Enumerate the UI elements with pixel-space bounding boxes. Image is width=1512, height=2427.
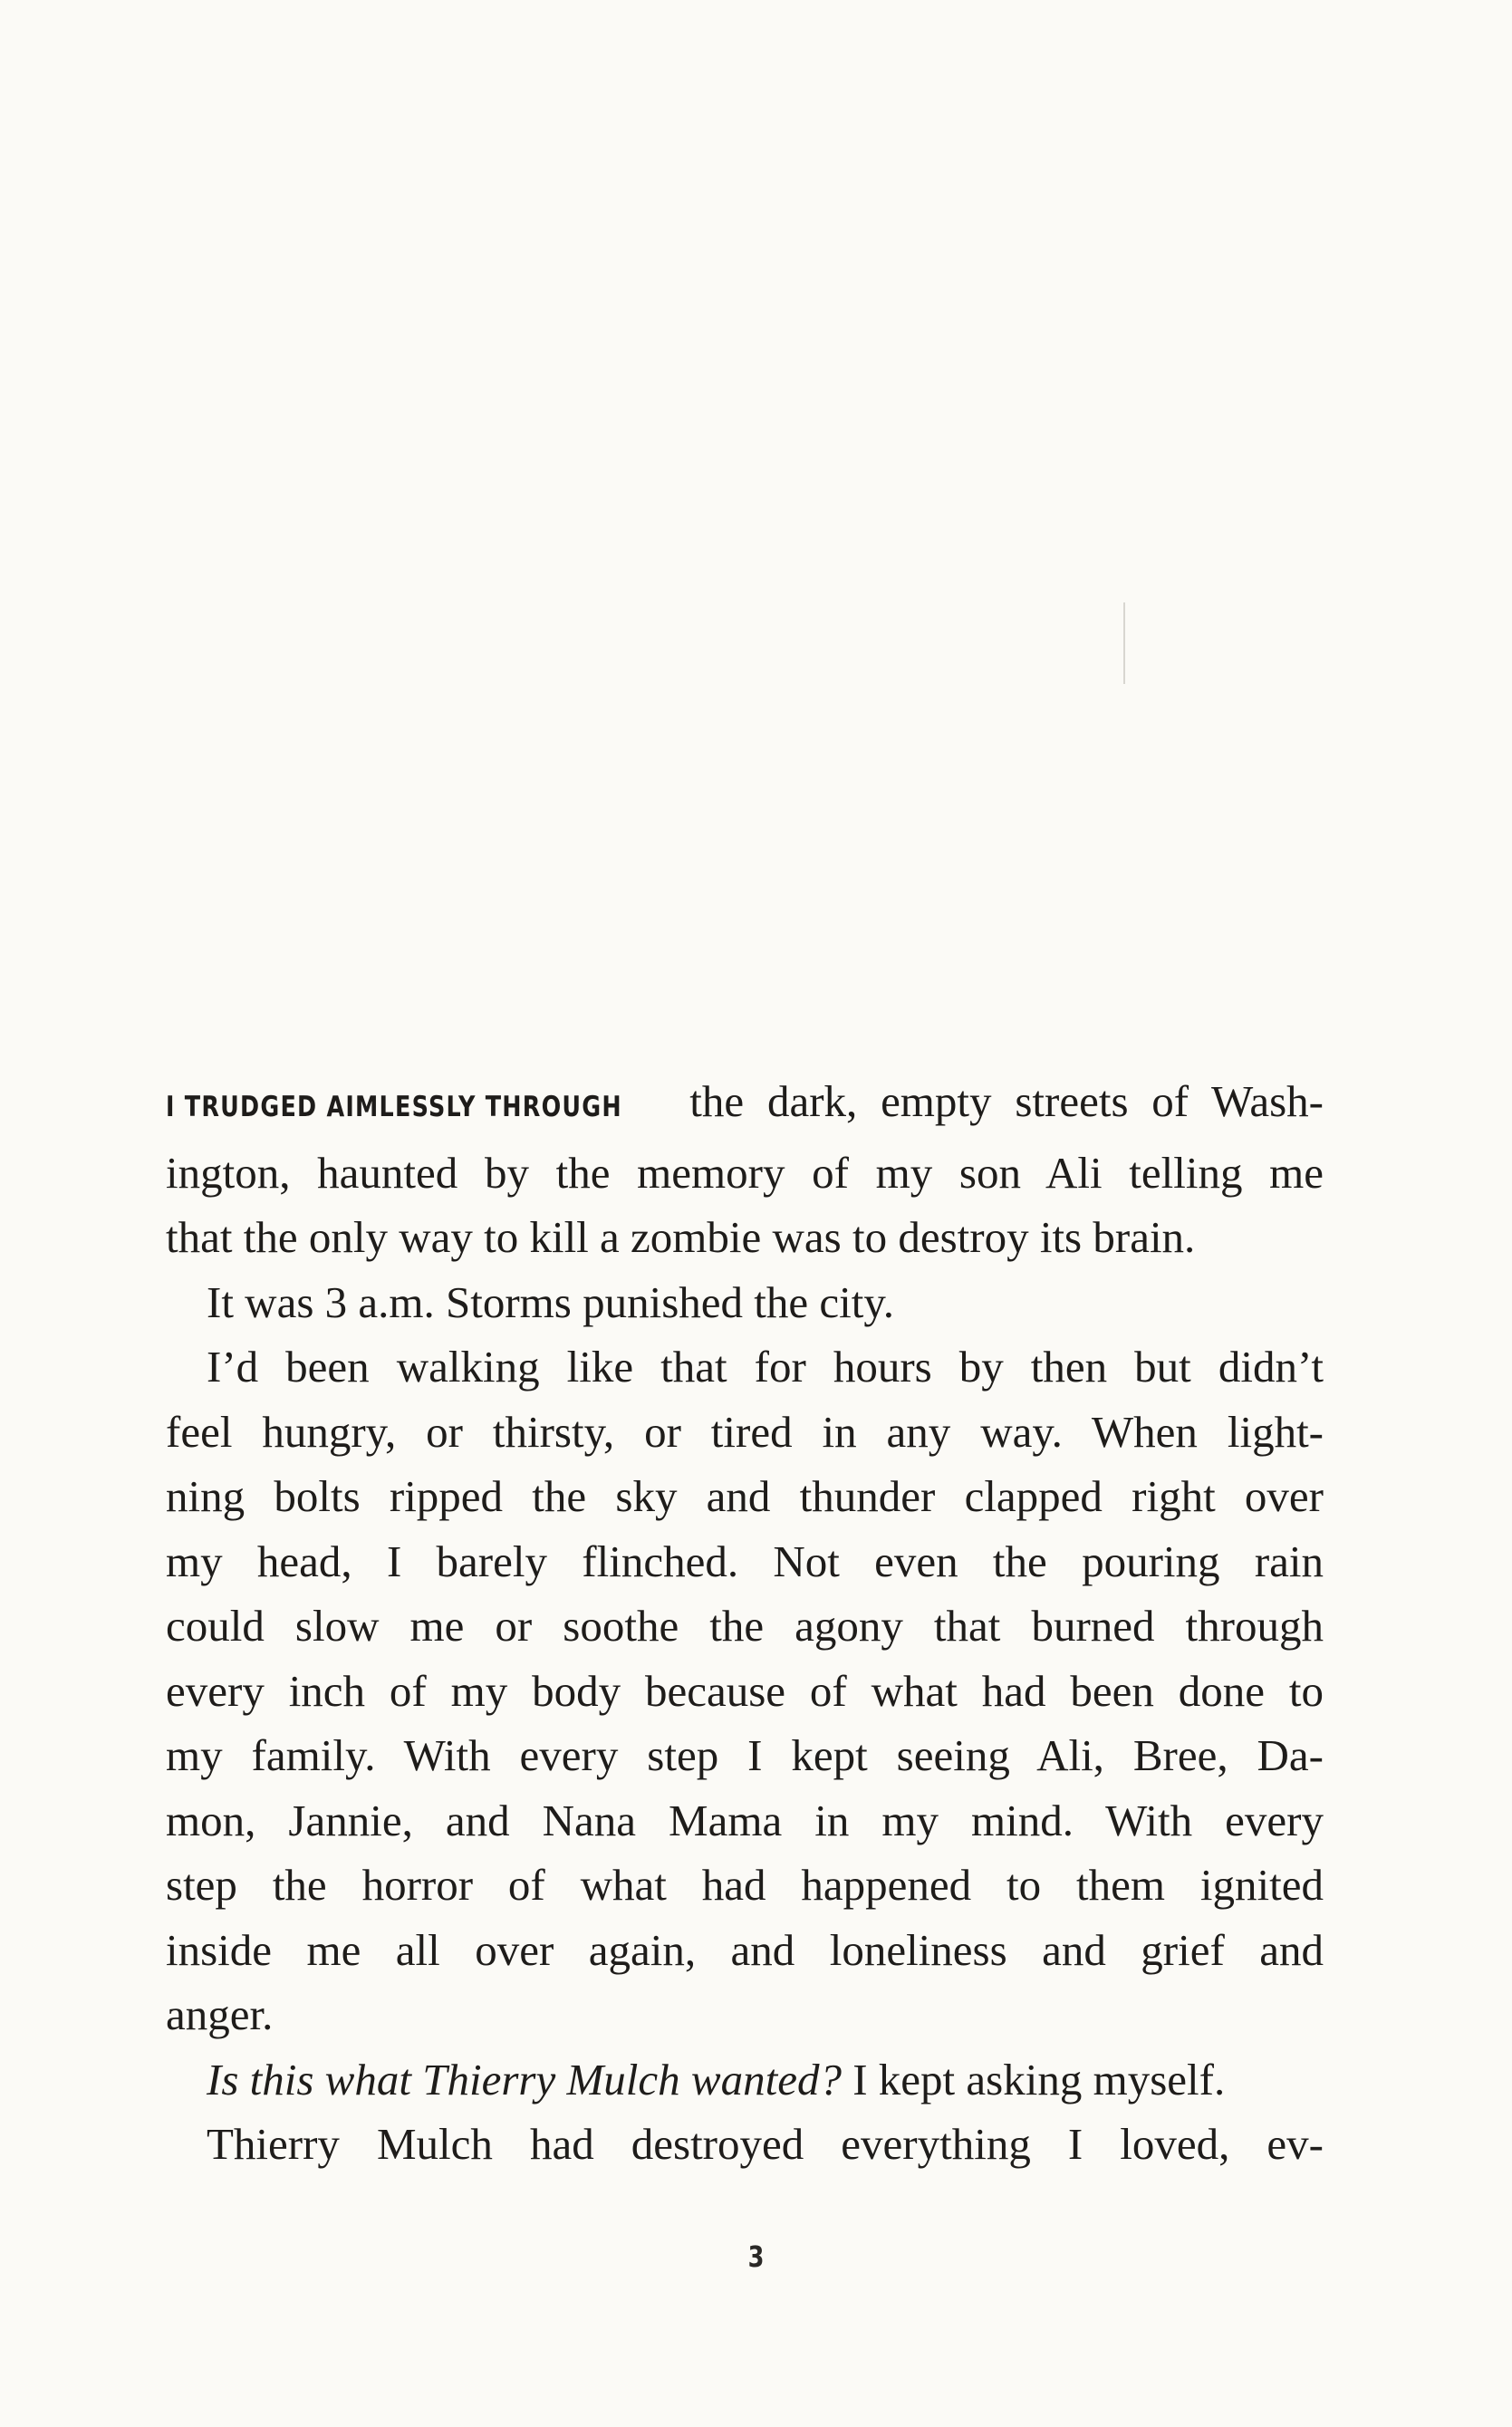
- text-line-1: I TRUDGED AIMLESSLY THROUGH the dark, empty streets of Wash-: [166, 1069, 1324, 1141]
- page-number: 3: [747, 2239, 765, 2274]
- text-line-13: step the horror of what had happened to them ignited: [166, 1860, 1324, 1910]
- text-line-2: ington, haunted by the memory of my son Ali telling me: [166, 1147, 1324, 1198]
- text-line-12: mon, Jannie, and Nana Mama in my mind. With every: [166, 1795, 1324, 1845]
- text-line-14: inside me all over again, and loneliness and grief and: [166, 1924, 1324, 1975]
- text-line-15: anger.: [166, 1989, 274, 2039]
- text-line-7: ning bolts ripped the sky and thunder clapped right over: [166, 1471, 1324, 1521]
- text-line-16: Is this what Thierry Mulch wanted? I kept asking myself.: [207, 2054, 1226, 2104]
- text-line-5: I’d been walking like that for hours by then but didn’t: [207, 1342, 1324, 1392]
- body-text: [166, 1069, 1324, 2177]
- text-line-11: my family. With every step I kept seeing Ali, Bree, Da-: [166, 1730, 1324, 1780]
- text-line-3: that the only way to kill a zombie was to destroy its brain.: [166, 1212, 1196, 1262]
- chapter-lead-in: I TRUDGED AIMLESSLY THROUGH: [166, 1091, 622, 1123]
- text-line-10: every inch of my body because of what had been done to: [166, 1665, 1324, 1716]
- text-line-17: Thierry Mulch had destroyed everything I loved, ev-: [207, 2119, 1324, 2169]
- italic-question: Is this what Thierry Mulch wanted?: [207, 2054, 842, 2104]
- text-line-9: could slow me or soothe the agony that burned through: [166, 1601, 1324, 1651]
- text-line-4: It was 3 a.m. Storms punished the city.: [207, 1276, 894, 1327]
- text-line-8: my head, I barely flinched. Not even the pouring rain: [166, 1536, 1324, 1586]
- text-line-6: feel hungry, or thirsty, or tired in any way. When light-: [166, 1406, 1324, 1457]
- scan-mark: [1123, 602, 1125, 684]
